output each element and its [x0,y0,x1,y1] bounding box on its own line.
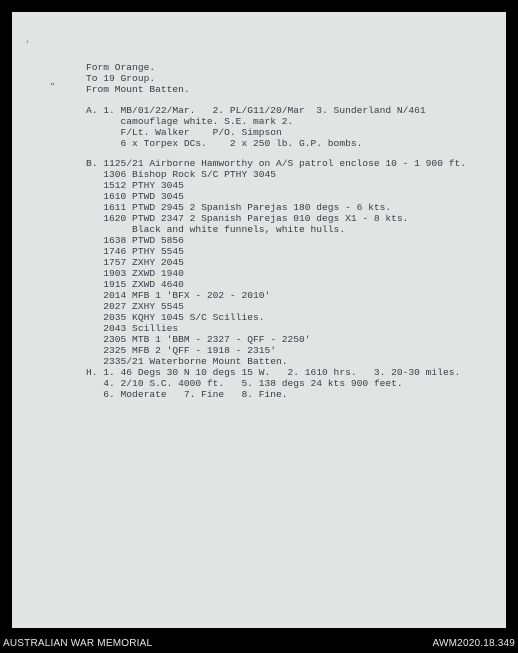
section-h-line: 6. Moderate 7. Fine 8. Fine. [86,389,288,400]
section-b-line: 1903 ZXWD 1940 [86,268,184,279]
section-b-line: 1611 PTWD 2945 2 Spanish Parejas 180 degs - 6 kts. [86,202,392,213]
section-b-line: 1512 PTHY 3045 [86,180,184,191]
section-b-line: 1620 PTWD 2347 2 Spanish Parejas 010 degs X1 - 8 kts. [86,213,409,224]
section-b-line: Black and white funnels, white hulls. [86,224,346,235]
section-b-line: 1610 PTWD 3045 [86,191,184,202]
section-b-line: 2335/21 Waterborne Mount Batten. [86,356,288,367]
section-a-line: 6 x Torpex DCs. 2 x 250 lb. G.P. bombs. [86,138,363,149]
section-b-line: 2014 MFB 1 'BFX - 202 - 2010' [86,290,271,301]
section-a-line: A. 1. MB/01/22/Mar. 2. PL/G11/20/Mar 3. Sunderland N/461 [86,105,426,116]
section-a-line: F/Lt. Walker P/O. Simpson [86,127,282,138]
section-b-line: 1746 PTHY 5545 [86,246,184,257]
section-b-line: 1306 Bishop Rock S/C PTHY 3045 [86,169,276,180]
section-a-line: camouflage white. S.E. mark 2. [86,116,294,127]
header-line-to: To 19 Group. [86,73,156,84]
archive-reference: AWM2020.18.349 [432,638,515,649]
section-b-line: 1915 ZXWD 4640 [86,279,184,290]
section-b-line: 2305 MTB 1 'BBM - 2327 - QFF - 2250' [86,334,311,345]
section-b-line: 2325 MFB 2 'QFF - 1918 - 2315' [86,345,276,356]
section-h-line: H. 1. 46 Degs 30 N 10 degs 15 W. 2. 1610 hrs. 3. 20-30 miles. [86,367,461,378]
header-line-form: Form Orange. [86,62,156,73]
document-page [12,12,506,628]
section-h-line: 4. 2/10 S.C. 4000 ft. 5. 138 degs 24 kts 900 feet. [86,378,403,389]
section-b-line: 1638 PTWD 5856 [86,235,184,246]
archive-institution: AUSTRALIAN WAR MEMORIAL [3,638,153,649]
header-line-from: From Mount Batten. [86,84,190,95]
pencil-tick-icon: ‟ [50,82,56,93]
section-b-line: 2043 Scillies [86,323,179,334]
section-b-line: 2035 KQHY 1045 S/C Scillies. [86,312,265,323]
section-b-line: 2027 ZXHY 5545 [86,301,184,312]
section-b-line: 1757 ZXHY 2045 [86,257,184,268]
section-b-line: B. 1125/21 Airborne Hamworthy on A/S patrol enclose 10 - 1 900 ft. [86,158,466,169]
pencil-mark-icon: ‘ [26,40,29,50]
